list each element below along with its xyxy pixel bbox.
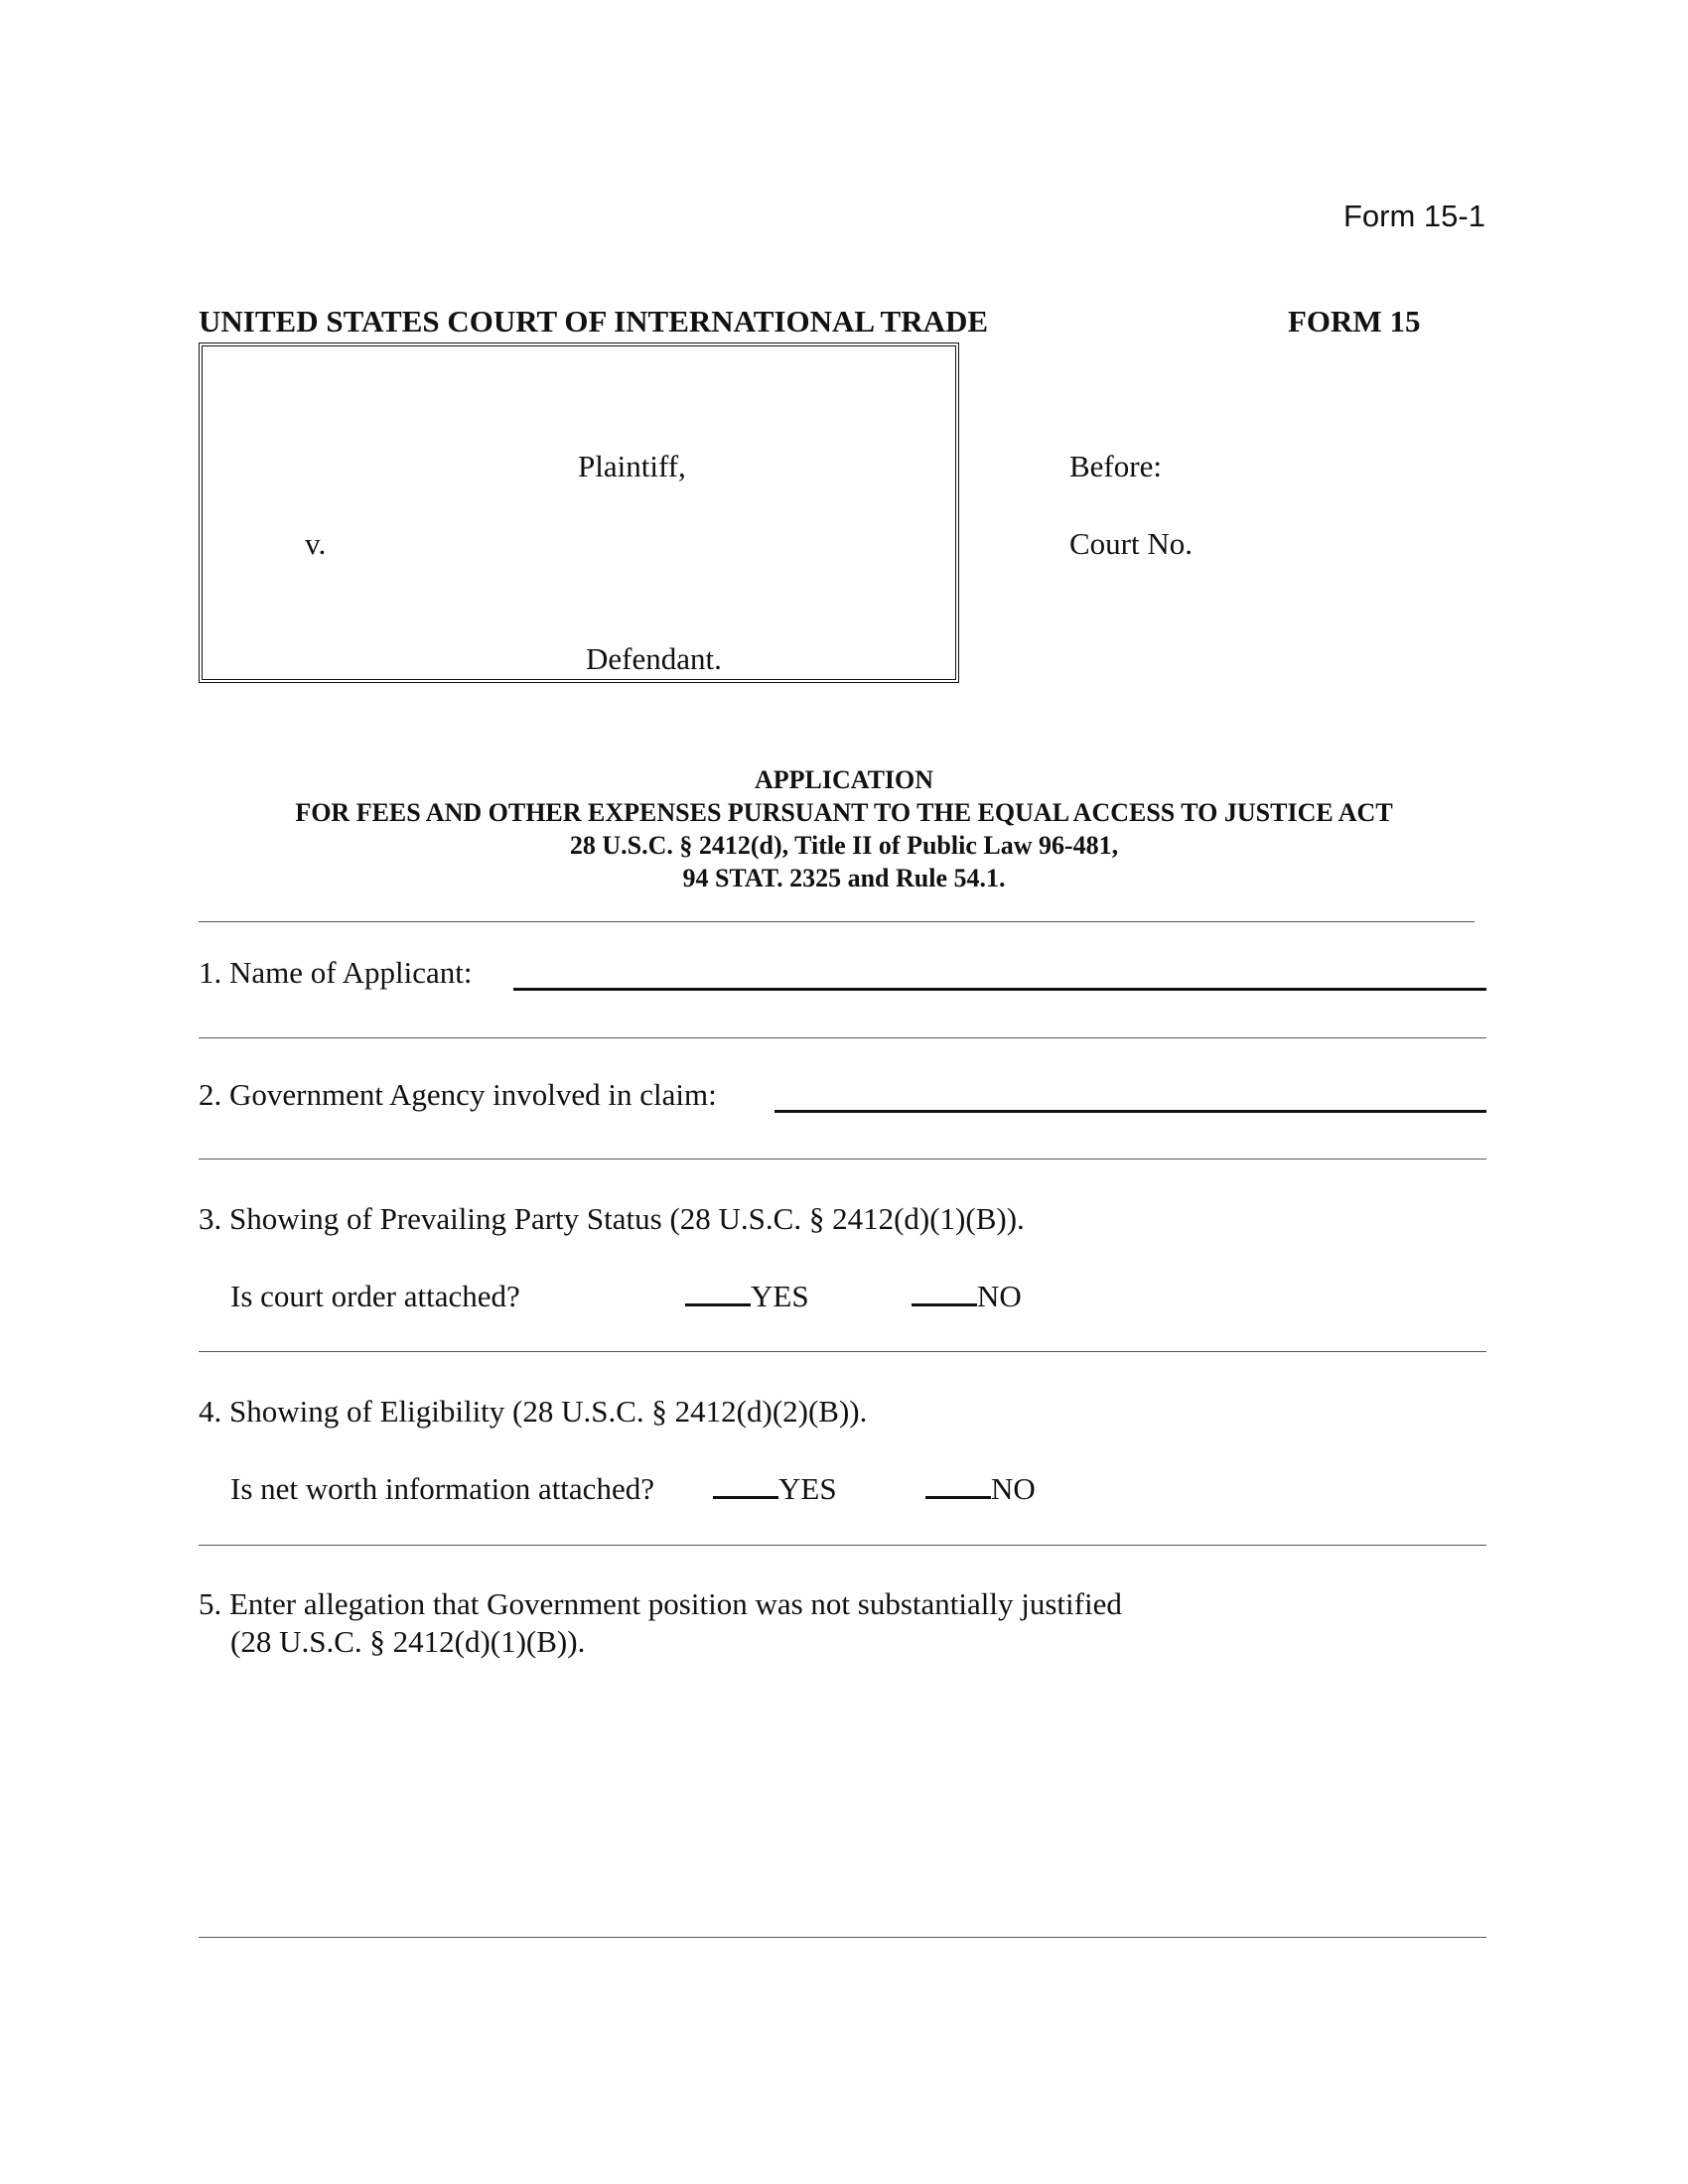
title-line-1: APPLICATION (754, 765, 934, 794)
justification-citation: (28 U.S.C. § 2412(d)(1)(B)). (230, 1624, 586, 1659)
eligibility-label: 4. Showing of Eligibility (28 U.S.C. § 2412(d)(2)(B)). (199, 1394, 868, 1429)
case-caption-box (199, 342, 959, 683)
justification-label: 5. Enter allegation that Government position was not substantially justified (199, 1586, 1122, 1621)
net-worth-no-blank[interactable] (925, 1496, 991, 1499)
net-worth-yes-blank[interactable] (713, 1496, 778, 1499)
versus-label: v. (305, 526, 327, 561)
plaintiff-label: Plaintiff, (578, 449, 686, 483)
net-worth-yes-label: YES (778, 1471, 837, 1506)
divider (199, 1545, 1486, 1546)
title-line-3: 28 U.S.C. § 2412(d), Title II of Public Law 96-481, (569, 831, 1119, 860)
net-worth-no-label: NO (991, 1471, 1036, 1506)
government-agency-field[interactable] (774, 1110, 1486, 1113)
defendant-label: Defendant. (586, 641, 722, 676)
court-order-yes-label: YES (751, 1279, 809, 1313)
divider (199, 1037, 1486, 1038)
before-label: Before: (1069, 449, 1162, 483)
court-order-no-label: NO (977, 1279, 1022, 1313)
net-worth-question: Is net worth information attached? (230, 1471, 654, 1506)
divider (199, 921, 1475, 922)
applicant-name-label: 1. Name of Applicant: (199, 955, 473, 990)
divider (199, 1159, 1486, 1160)
title-line-4: 94 STAT. 2325 and Rule 54.1. (682, 864, 1006, 892)
court-order-question: Is court order attached? (230, 1279, 520, 1313)
court-order-no[interactable] (912, 1279, 1022, 1314)
court-order-yes[interactable] (685, 1279, 809, 1314)
net-worth-no[interactable] (925, 1471, 1036, 1507)
court-name: UNITED STATES COURT OF INTERNATIONAL TRADE (199, 304, 989, 339)
court-number-label: Court No. (1069, 526, 1193, 561)
prevailing-party-label: 3. Showing of Prevailing Party Status (28 U.S.C. § 2412(d)(1)(B)). (199, 1201, 1025, 1236)
form-page-id: Form 15-1 (1343, 199, 1485, 233)
divider (199, 1351, 1486, 1352)
applicant-name-field[interactable] (513, 988, 1486, 991)
form-number: FORM 15 (1288, 304, 1421, 339)
court-order-no-blank[interactable] (912, 1303, 977, 1306)
application-title (0, 763, 1688, 894)
net-worth-yes[interactable] (713, 1471, 837, 1507)
court-order-yes-blank[interactable] (685, 1303, 751, 1306)
title-line-2: FOR FEES AND OTHER EXPENSES PURSUANT TO THE EQUAL ACCESS TO JUSTICE ACT (295, 798, 1393, 827)
government-agency-label: 2. Government Agency involved in claim: (199, 1077, 717, 1112)
divider (199, 1937, 1486, 1938)
